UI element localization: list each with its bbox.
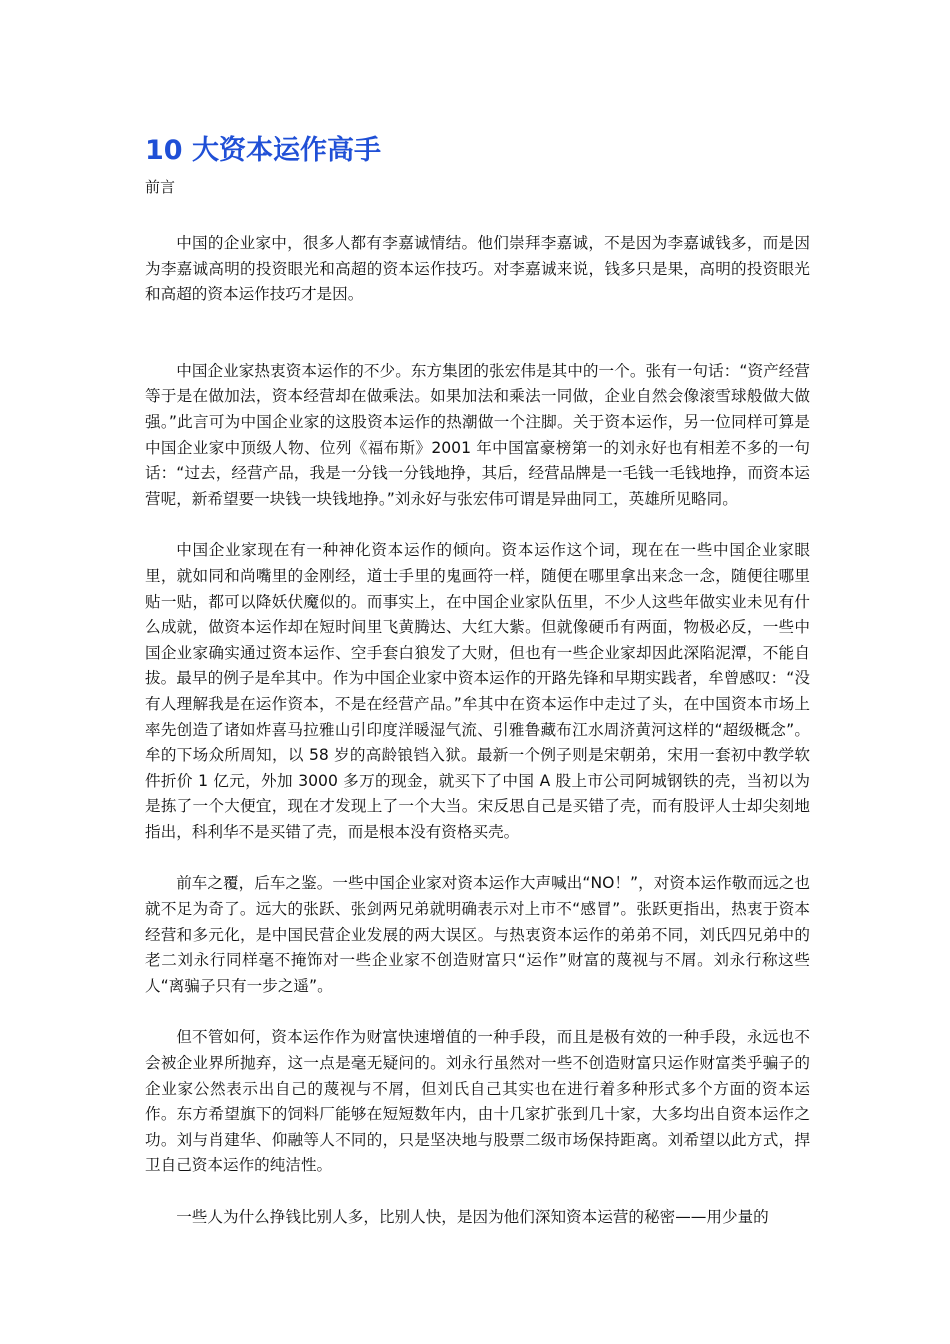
paragraph-2: 中国企业家热衷资本运作的不少。东方集团的张宏伟是其中的一个。张有一句话：“资产经营等于是在做加法，资本经营却在做乘法。如果加法和乘法一同做，企业自然会像滚雪球般做大做强。”此言可为中国企业家的这股资本运作的热潮做一个注脚。关于资本运作，另一位同样可算是中国企业家中顶级人物、位列《福布斯》2001 年中国富豪榜第一的刘永好也有相差不多的一句话：“过去，经营产品，我是一分钱一分钱地挣，其后，经营品牌是一毛钱一毛钱地挣，而资本运营呢，新希望要一块钱一块钱地挣。”刘永好与张宏伟可谓是异曲同工，英雄所见略同。	[145, 361, 810, 508]
paragraph-1: 中国的企业家中，很多人都有李嘉诚情结。他们崇拜李嘉诚，不是因为李嘉诚钱多，而是因为李嘉诚高明的投资眼光和高超的资本运作技巧。对李嘉诚来说，钱多只是果，高明的投资眼光和高超的资本运作技巧才是因。	[145, 234, 810, 304]
paragraph-3: 中国企业家现在有一种神化资本运作的倾向。资本运作这个词，现在在一些中国企业家眼里，就如同和尚嘴里的金刚经，道士手里的鬼画符一样，随便在哪里拿出来念一念，随便往哪里贴一贴，都可以降妖伏魔似的。而事实上，在中国企业家队伍里，不少人这些年做实业未见有什么成就，做资本运作却在短时间里飞黄腾达、大红大紫。但就像硬币有两面，物极必反，一些中国企业家确实通过资本运作、空手套白狼发了大财，但也有一些企业家却因此深陷泥潭，不能自拔。最早的例子是牟其中。作为中国企业家中资本运作的开路先锋和早期实践者，牟曾感叹：“没有人理解我是在运作资本，不是在经营产品。”牟其中在资本运作中走过了头，在中国资本市场上率先创造了诸如炸喜马拉雅山引印度洋暖湿气流、引雅鲁藏布江水周济黄河这样的“超级概念”。牟的下场众所周知，以 58 岁的高龄锒铛入狱。最新一个例子则是宋朝弟，宋用一套初中教学软件折价 1 亿元，外加 3000 多万的现金，就买下了中国 A 股上市公司阿城钢铁的壳，当初以为是拣了一个大便宜，现在才发现上了一个大当。宋反思自己是买错了壳，而有股评人士却尖刻地指出，科利华不是买错了壳，而是根本没有资格买壳。	[145, 541, 810, 841]
document-title: 10 大资本运作高手	[145, 135, 381, 166]
document-page	[145, 130, 810, 1231]
paragraph-4: 前车之覆，后车之鉴。一些中国企业家对资本运作大声喊出“NO！”，对资本运作敬而远之也就不足为奇了。远大的张跃、张剑两兄弟就明确表示对上市不“感冒”。张跃更指出，热衷于资本经营和多元化，是中国民营企业发展的两大误区。与热衷资本运作的弟弟不同，刘氏四兄弟中的老二刘永行同样毫不掩饰对一些企业家不创造财富只“运作”财富的蔑视与不屑。刘永行称这些人“离骗子只有一步之遥”。	[145, 874, 810, 995]
section-heading-preface: 前言	[145, 178, 176, 196]
paragraph-5: 但不管如何，资本运作作为财富快速增值的一种手段，而且是极有效的一种手段，永远也不会被企业界所抛弃，这一点是毫无疑问的。刘永行虽然对一些不创造财富只运作财富类乎骗子的企业家公然表示出自己的蔑视与不屑，但刘氏自己其实也在进行着多种形式多个方面的资本运作。东方希望旗下的饲料厂能够在短短数年内，由十几家扩张到几十家，大多均出自资本运作之功。刘与肖建华、仰融等人不同的，只是坚决地与股票二级市场保持距离。刘希望以此方式，捍卫自己资本运作的纯洁性。	[145, 1028, 810, 1175]
paragraph-6: 一些人为什么挣钱比别人多，比别人快，是因为他们深知资本运营的秘密——用少量的	[176, 1208, 769, 1226]
